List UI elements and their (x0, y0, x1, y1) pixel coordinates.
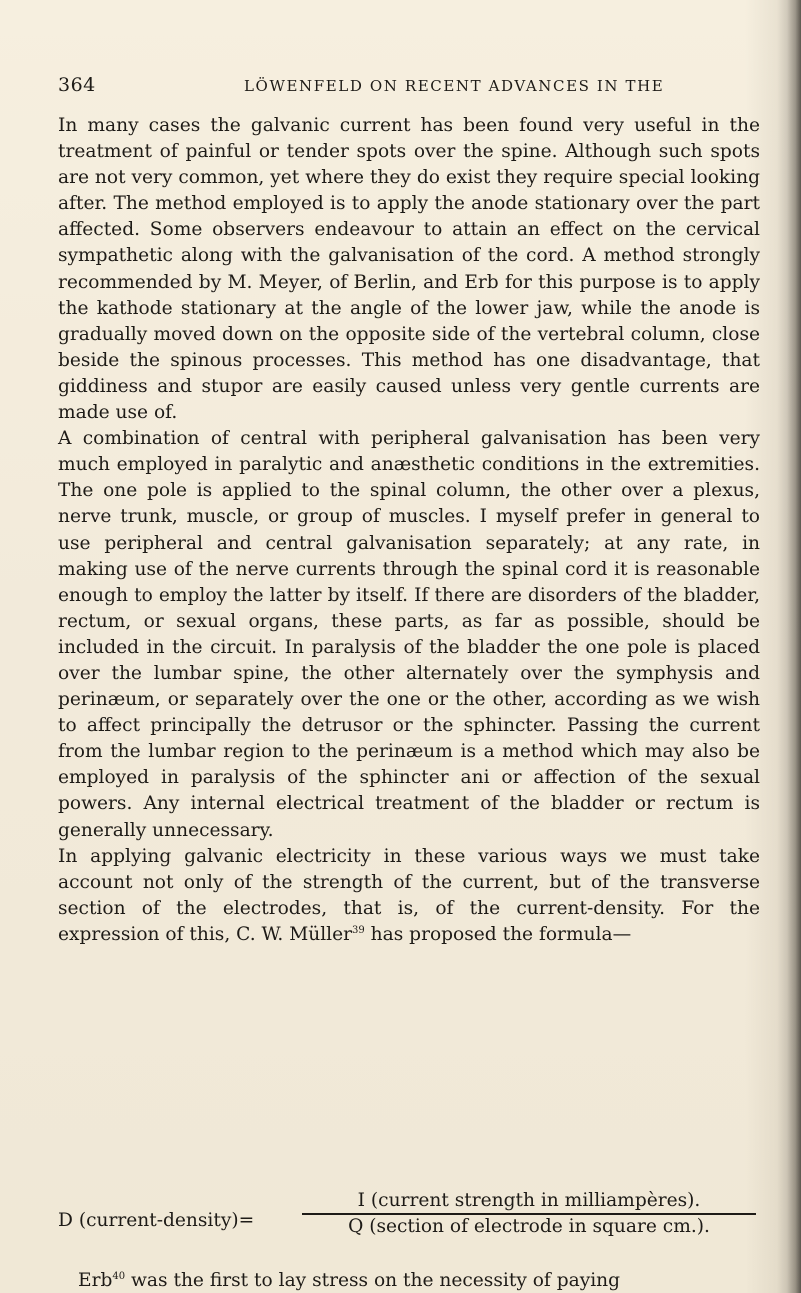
formula-fraction (302, 1190, 756, 1237)
paragraph-4-text-end: was the first to lay stress on the necessity of paying (125, 1270, 621, 1291)
paragraph-2-text: A combination of central with peripheral galvanisation has been very much employed in paralytic and anæsthetic conditions in the extremities. The one pole is applied to the spinal column, the other over a plexus, nerve trunk, muscle, or group of muscles. I myself prefer in general to use peripheral and central galvanisation separately; at any rate, in making use of the nerve currents through the spinal cord it is reasonable enough to employ the latter by itself. If there are disorders of the bladder, rectum, or sexual organs, these parts, as far as possible, should be included in the circuit. In paralysis of the bladder the one pole is placed over the lumbar spine, the other alternately over the symphysis and perinæum, or separately over the one or the other, according as we wish to affect principally the detrusor or the sphincter. Passing the current from the lumbar region to the perinæum is a method which may also be employed in paralysis of the sphincter ani or affection of the sexual powers. Any internal electrical treatment of the bladder or rectum is generally unnecessary. (58, 428, 760, 841)
paragraph-2 (58, 426, 760, 844)
paragraph-1: In many cases the galvanic current has been found very useful in the treatment of painful or tender spots over the spine. Although such spots are not very common, yet where they do exist they require special looking after. The method employed is to apply the anode stationary over the part affected. Some observers endeavour to attain an effect on the cervical sympathetic along with the galvanisation of the cord. A method strongly recommended by M. Meyer, of Berlin, and Erb for this purpose is to apply the kathode stationary at the angle of the lower jaw, while the anode is gradually moved down on the opposite side of the vertebral column, close beside the spinous processes. This method has one disadvantage, that giddiness and stupor are easily caused unless very gentle currents are made use of. (58, 115, 760, 424)
footnote-ref-40: 40 (112, 1271, 126, 1282)
formula-numerator: I (current strength in milliampères). (357, 1190, 701, 1211)
page-header (58, 74, 758, 100)
paragraph-3 (58, 844, 760, 948)
running-head: LÖWENFELD ON RECENT ADVANCES IN THE (244, 77, 665, 95)
paragraph-4-first-line (78, 1270, 760, 1291)
paragraph-4-text-start: Erb (78, 1270, 113, 1291)
formula-lhs: D (current-density)= (58, 1210, 255, 1231)
formula-denominator: Q (section of electrode in square cm.). (348, 1215, 710, 1237)
current-density-formula (58, 1190, 758, 1260)
footnote-ref-39: 39 (352, 924, 365, 936)
page-edge-shadow (787, 0, 801, 1293)
page-number: 364 (58, 74, 96, 96)
paragraph-3-text-start: In applying galvanic electricity in these various ways we must take account not only of the strength of the current, but of the transverse section of the electrodes, that is, of the current-density. For the expression of this, C. W. Müller (58, 845, 760, 945)
paragraph-3-text-end: has proposed the formula— (364, 923, 632, 945)
body-text (58, 113, 760, 948)
